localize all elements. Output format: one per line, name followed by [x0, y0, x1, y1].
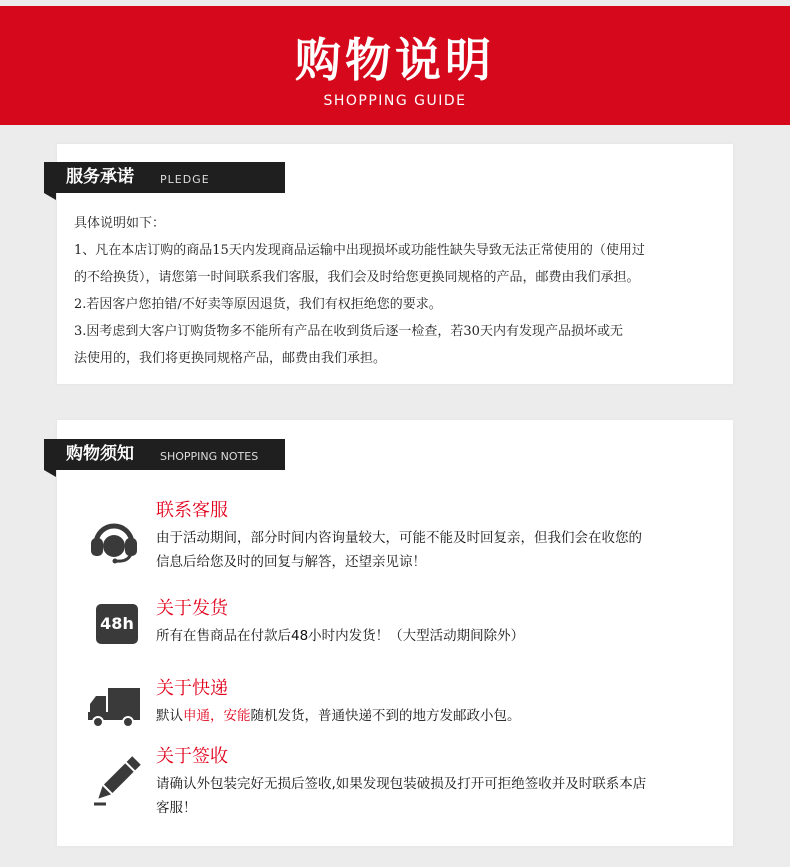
notes-item-title: 联系客服 — [156, 500, 228, 521]
48h-icon — [86, 600, 146, 650]
notes-item-text — [156, 772, 716, 820]
express-text-prefix: 默认 — [156, 708, 183, 724]
pledge-line: 具体说明如下： — [74, 216, 166, 231]
pledge-line: 1、凡在本店订购的商品15天内发现商品运输中出现损坏或功能性缺失导致无法正常使用的（使用过 — [74, 243, 645, 258]
express-carriers: 申通，安能 — [183, 708, 251, 724]
pledge-text — [74, 210, 734, 372]
pledge-tag-title: 服务承诺 — [66, 167, 134, 187]
notes-item-line: 所有在售商品在付款后48小时内发货！（大型活动期间除外） — [156, 628, 525, 644]
notes-tag — [44, 439, 285, 470]
notes-item-text — [156, 526, 716, 574]
notes-item-title: 关于发货 — [156, 598, 228, 619]
headset-icon — [86, 514, 146, 564]
page-title: 购物说明 — [295, 33, 495, 87]
page-subtitle: SHOPPING GUIDE — [323, 93, 467, 109]
header-banner — [0, 6, 790, 125]
notes-item-title: 关于快递 — [156, 678, 228, 699]
pledge-line: 3.因考虑到大客户订购货物多不能所有产品在收到货后逐一检查，若30天内有发现产品损坏或无 — [74, 324, 623, 339]
notes-item-line: 客服！ — [156, 800, 197, 816]
notes-item-line: 请确认外包装完好无损后签收,如果发现包装破损及打开可拒绝签收并及时联系本店 — [156, 776, 647, 792]
48h-icon-label: 48h — [100, 614, 134, 633]
notes-item-line: 由于活动期间，部分时间内咨询量较大，可能不能及时回复亲，但我们会在收您的 — [156, 530, 642, 546]
notes-item-title: 关于签收 — [156, 746, 228, 767]
notes-tag-subtitle: SHOPPING NOTES — [160, 450, 259, 463]
notes-tag-title: 购物须知 — [66, 444, 134, 464]
pledge-line: 法使用的，我们将更换同规格产品，邮费由我们承担。 — [74, 351, 387, 366]
express-text-suffix: 随机发货，普通快递不到的地方发邮政小包。 — [250, 708, 521, 724]
pledge-tag — [44, 162, 285, 193]
truck-icon — [86, 684, 146, 734]
pledge-tag-subtitle: PLEDGE — [160, 173, 210, 186]
notes-item-line: 信息后给您及时的回复与解答，还望亲见谅！ — [156, 554, 426, 570]
notes-item-text — [156, 704, 716, 728]
notes-item-text — [156, 624, 716, 648]
pledge-line: 2.若因客户您拍错/不好卖等原因退货，我们有权拒绝您的要求。 — [74, 297, 442, 312]
pencil-icon — [86, 756, 146, 806]
pledge-line: 的不给换货），请您第一时间联系我们客服，我们会及时给您更换同规格的产品，邮费由我们承担。 — [74, 270, 640, 285]
